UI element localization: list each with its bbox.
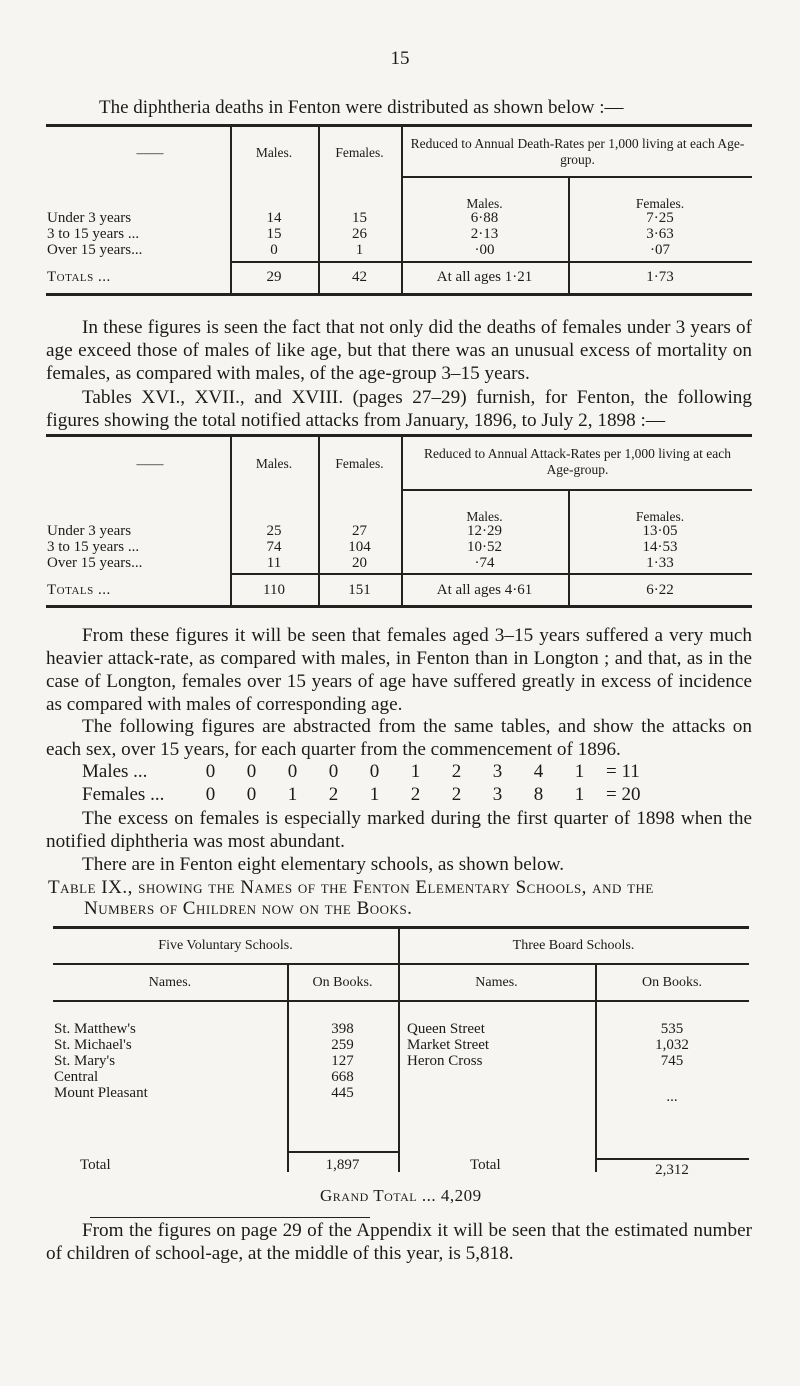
quarter-value: 8: [533, 784, 544, 805]
books-value: 127: [331, 1053, 354, 1069]
board-books: [595, 1021, 749, 1105]
cell: 29: [266, 269, 282, 285]
cell: 7·25: [646, 210, 674, 226]
quarter-value: 1: [410, 761, 421, 782]
cell: ·00: [474, 242, 495, 258]
paragraph-6: There are in Fenton eight elementary schools, as shown below.: [82, 854, 565, 875]
quarter-value: 2: [451, 784, 462, 805]
quarter-figures: [82, 760, 640, 806]
cell: 1: [355, 242, 364, 258]
school-name: St. Mary's: [54, 1053, 116, 1069]
quarter-value: 3: [492, 784, 503, 805]
school-name: Heron Cross: [407, 1053, 483, 1069]
school-name: St. Michael's: [54, 1037, 132, 1053]
voluntary-total-label: Total: [80, 1157, 111, 1173]
paragraph-4: The following figures are abstracted from the same tables, and show the attacks on each sex, over 15 years, for each quarter from the commencement of 1896.: [46, 716, 752, 760]
school-name: Central: [54, 1069, 99, 1085]
males-row-label: Males ...: [82, 761, 148, 782]
cell: 3·63: [646, 226, 674, 242]
cell: 1·33: [646, 555, 674, 571]
cell: At all ages 1·21: [436, 269, 533, 285]
school-name: Mount Pleasant: [54, 1085, 148, 1101]
books-header: On Books.: [312, 975, 373, 990]
board-total-label: Total: [470, 1157, 501, 1173]
cell: 42: [352, 269, 367, 285]
females-row-values: [190, 783, 600, 806]
books-value: 535: [660, 1021, 684, 1037]
cell: 27: [352, 523, 367, 539]
cell: 0: [270, 242, 278, 258]
cell: 6·22: [646, 582, 674, 598]
males-row-values: [190, 760, 600, 783]
quarter-value: 0: [328, 761, 339, 782]
row-label-over15: Over 15 years...: [47, 242, 143, 258]
cell: 151: [348, 582, 371, 598]
cell: 74: [266, 539, 282, 555]
blank-header: ——: [136, 456, 164, 471]
names-header: Names.: [148, 975, 192, 990]
paragraph-2: Tables XVI., XVII., and XVIII. (pages 27–29) furnish, for Fenton, the following figures showing the total notified attacks from January, 1896, to July 2, 1898 :—: [46, 387, 752, 431]
quarter-value: 0: [369, 761, 380, 782]
row-label-3to15: 3 to 15 years ...: [47, 539, 140, 555]
quarter-value: 0: [287, 761, 298, 782]
row-label-under3: Under 3 years: [47, 210, 132, 226]
rate-females-header: Females.: [635, 196, 685, 211]
rate-males-header: Males.: [466, 509, 503, 524]
paragraph-3: From these figures it will be seen that females aged 3–15 years suffered a very much heavier attack-rate, as compared with males, in Fenton than in Longton ; and that, as in the case of Longton, females over 15 years of age have suffered greatly in excess of incidence as compared with males of corresponding age.: [46, 625, 752, 715]
cell: 11: [266, 555, 282, 571]
cell: 110: [263, 582, 285, 598]
voluntary-header: Five Voluntary Schools.: [158, 938, 293, 953]
paragraph-1: In these figures is seen the fact that not only did the deaths of females under 3 years of age exceed those of males of like age, but that there was an unusual excess of mortality on females, as compared with males, of the age-group 3–15 years.: [46, 317, 752, 384]
rates-header: Reduced to Annual Attack-Rates per 1,000 living at each Age-group.: [423, 446, 732, 477]
cell: 6·88: [470, 210, 499, 226]
cell: 12·29: [467, 523, 502, 539]
intro-line: The diphtheria deaths in Fenton were distributed as shown below :—: [99, 97, 624, 118]
voluntary-total: 1,897: [325, 1157, 360, 1173]
row-label-over15: Over 15 years...: [47, 555, 143, 571]
quarter-value: 1: [574, 761, 585, 782]
rate-females-header: Females.: [635, 509, 685, 524]
board-names: [407, 1021, 592, 1069]
cell: 15: [266, 226, 282, 242]
school-name: Market Street: [407, 1037, 490, 1053]
books-header: On Books.: [642, 975, 702, 990]
books-value: 398: [331, 1021, 354, 1037]
paragraph-5: The excess on females is especially marked during the first quarter of 1898 when the notified diphtheria was most abundant.: [46, 808, 752, 852]
cell: 13·05: [642, 523, 678, 539]
cell: 25: [266, 523, 282, 539]
quarter-value: 2: [451, 761, 462, 782]
books-value: 259: [331, 1037, 354, 1053]
row-label-under3: Under 3 years: [47, 523, 132, 539]
school-name: Queen Street: [407, 1021, 485, 1037]
quarter-value: 1: [574, 784, 585, 805]
cell: ·74: [474, 555, 495, 571]
rate-males-header: Males.: [466, 196, 503, 211]
quarter-value: 2: [410, 784, 421, 805]
table9-caption-2: Numbers of Children now on the Books.: [84, 898, 413, 919]
cell: 2·13: [470, 226, 499, 242]
males-header: Males.: [255, 145, 293, 160]
cell: 26: [352, 226, 367, 242]
cell: ·07: [650, 242, 670, 258]
voluntary-names: [54, 1021, 284, 1101]
females-row-total: = 20: [606, 784, 641, 805]
cell: 1·73: [646, 269, 674, 285]
books-value: 445: [331, 1085, 354, 1101]
board-total: 2,312: [655, 1162, 689, 1178]
page-number: 15: [390, 48, 410, 69]
school-name: St. Matthew's: [54, 1021, 136, 1037]
rule: [90, 1217, 370, 1218]
totals-label: Totals ...: [47, 269, 111, 285]
quarter-value: 4: [533, 761, 544, 782]
quarter-value: 0: [205, 784, 216, 805]
quarter-value: 0: [205, 761, 216, 782]
cell: 14·53: [642, 539, 678, 555]
quarter-value: 3: [492, 761, 503, 782]
books-value: 745: [660, 1053, 684, 1069]
cell: At all ages 4·61: [436, 582, 533, 598]
quarter-value: 1: [369, 784, 380, 805]
quarter-value: 1: [287, 784, 298, 805]
females-header: Females.: [335, 456, 384, 471]
males-row-total: = 11: [606, 761, 640, 782]
quarter-value: 0: [246, 761, 257, 782]
table9-caption: Table IX., showing the Names of the Fenton Elementary Schools, and the: [48, 877, 654, 898]
cell: 10·52: [467, 539, 502, 555]
books-value: ...: [666, 1089, 678, 1105]
cell: 104: [348, 539, 371, 555]
quarter-value: 0: [246, 784, 257, 805]
rates-header: Reduced to Annual Death-Rates per 1,000 living at each Age-group.: [410, 136, 745, 167]
names-header: Names.: [475, 975, 518, 990]
cell: 15: [352, 210, 367, 226]
cell: 14: [266, 210, 282, 226]
cell: 20: [352, 555, 367, 571]
totals-label: Totals ...: [47, 582, 111, 598]
blank-header: ——: [136, 145, 164, 160]
males-header: Males.: [255, 456, 293, 471]
grand-total: Grand Total ... 4,209: [320, 1186, 482, 1205]
row-label-3to15: 3 to 15 years ...: [47, 226, 140, 242]
books-value: 668: [331, 1069, 354, 1085]
paragraph-7: From the figures on page 29 of the Appendix it will be seen that the estimated number of children of school-age, at the middle of this year, is 5,818.: [46, 1220, 752, 1264]
quarter-value: 2: [328, 784, 339, 805]
females-row-label: Females ...: [82, 784, 165, 805]
females-header: Females.: [335, 145, 384, 160]
voluntary-books: [287, 1021, 398, 1101]
board-header: Three Board Schools.: [512, 938, 635, 953]
books-value: 1,032: [655, 1037, 689, 1053]
